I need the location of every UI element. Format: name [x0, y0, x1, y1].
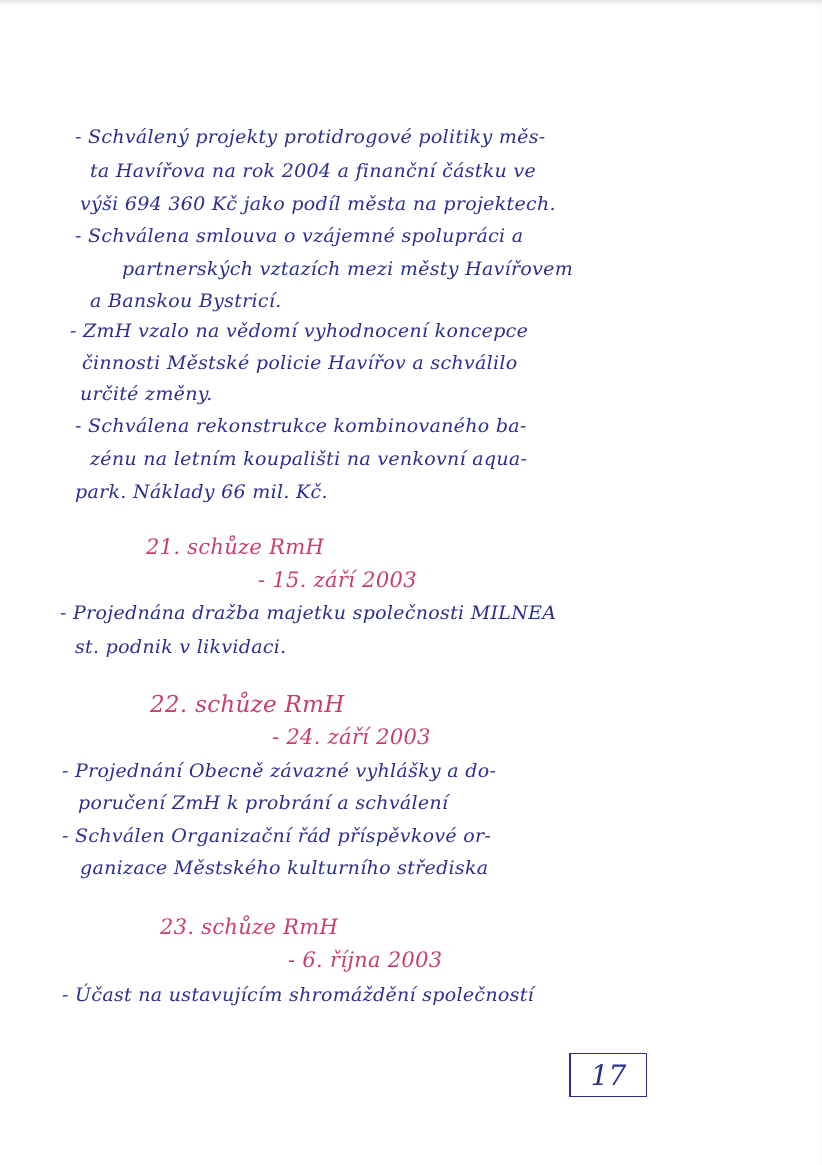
text-line: - Projednána dražba majetku společnosti MILNEA: [60, 602, 557, 624]
text-line: - Schválen Organizační řád příspěvkové or-: [62, 825, 492, 847]
page-number-box: [569, 1053, 647, 1097]
text-line: ta Havířova na rok 2004 a finanční částku ve: [90, 160, 536, 182]
text-line: určité změny.: [80, 383, 213, 405]
text-line: - ZmH vzalo na vědomí vyhodnocení koncepce: [70, 320, 529, 342]
text-line: zénu na letním koupališti na venkovní aqua-: [90, 448, 528, 470]
meeting-date: - 24. září 2003: [272, 725, 431, 749]
meeting-title: 22. schůze RmH: [150, 692, 345, 718]
text-line: st. podnik v likvidaci.: [75, 636, 287, 658]
text-line: činnosti Městské policie Havířov a schválilo: [82, 352, 518, 374]
meeting-date: - 6. října 2003: [288, 948, 443, 972]
meeting-title: 21. schůze RmH: [146, 535, 325, 559]
text-line: - Schválena smlouva o vzájemné spolupráci a: [75, 225, 524, 247]
text-line: park. Náklady 66 mil. Kč.: [75, 481, 328, 503]
text-line: výši 694 360 Kč jako podíl města na projektech.: [80, 193, 556, 215]
meeting-title: 23. schůze RmH: [160, 915, 339, 939]
page-number: 17: [590, 1058, 627, 1092]
text-line: ganizace Městského kulturního střediska: [80, 857, 489, 879]
meeting-date: - 15. září 2003: [258, 568, 417, 592]
text-line: a Banskou Bystricí.: [90, 290, 282, 312]
text-line: poručení ZmH k probrání a schválení: [78, 792, 449, 814]
text-line: - Projednání Obecně závazné vyhlášky a do-: [62, 760, 497, 782]
text-line: partnerských vztazích mezi městy Havířovem: [122, 258, 574, 280]
text-line: - Účast na ustavujícím shromáždění společností: [62, 984, 535, 1006]
text-line: - Schválena rekonstrukce kombinovaného ba-: [75, 415, 527, 437]
text-line: - Schválený projekty protidrogové politiky měs-: [75, 126, 546, 148]
